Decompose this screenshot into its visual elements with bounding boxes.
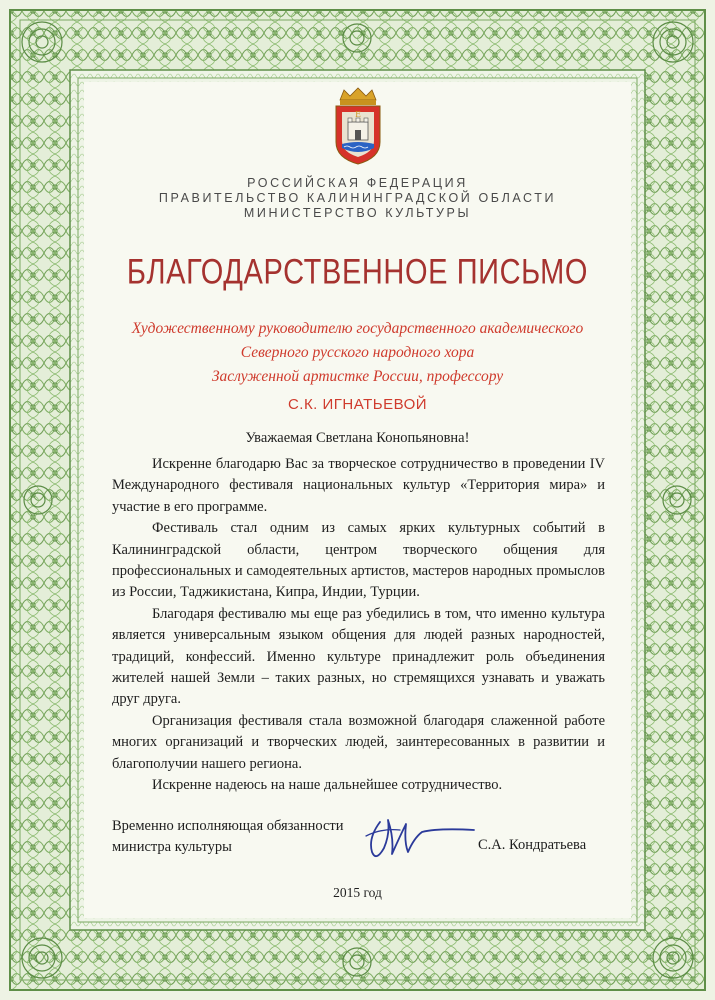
header-ministry: МИНИСТЕРСТВО КУЛЬТУРЫ	[243, 206, 472, 220]
signatory-position	[112, 816, 372, 859]
header-country: РОССИЙСКАЯ ФЕДЕРАЦИЯ	[247, 176, 468, 190]
addressee-line: Художественному руководителю государственного академического	[131, 320, 584, 337]
letter-title: БЛАГОДАРСТВЕННОЕ ПИСЬМО	[126, 253, 589, 293]
header-government: ПРАВИТЕЛЬСТВО КАЛИНИНГРАДСКОЙ ОБЛАСТИ	[158, 191, 557, 205]
recipient-name: С.К. ИГНАТЬЕВОЙ	[287, 396, 428, 413]
body-paragraph: Благодаря фестивалю мы еще раз убедились в том, что именно культура является универсальным языком общения для людей разных народностей, традиций, конфессий. Именно культуре принадлежит роль объединения жителей нашей Земли – таких разных, но стремящихся узнавать и уважать друг друга.	[112, 605, 605, 708]
letter-body	[112, 454, 605, 797]
handwritten-signature	[348, 808, 478, 868]
body-paragraph: Организация фестиваля стала возможной благодаря слаженной работе многих организаций и творческих людей, заинтересованных в развитии и благополучии нашего региона.	[112, 712, 605, 772]
greeting: Уважаемая Светлана Конопьяновна!	[245, 430, 470, 446]
body-paragraph: Искренне благодарю Вас за творческое сотрудничество в проведении IV Международного фестиваля национальных культур «Территория мира» и участие в его программе.	[112, 456, 605, 515]
svg-text:Е: Е	[355, 110, 361, 119]
signatory-position-line: Временно исполняющая обязанности	[112, 818, 344, 834]
addressee-line: Северного русского народного хора	[240, 344, 475, 361]
body-paragraph: Искренне надеюсь на наше дальнейшее сотрудничество.	[152, 777, 503, 794]
letter-year: 2015 год	[333, 885, 382, 900]
signatory-position-line: министра культуры	[112, 839, 232, 856]
kaliningrad-coat-of-arms-icon	[330, 86, 386, 166]
signatory-name: С.А. Кондратьева	[478, 837, 587, 853]
addressee-line: Заслуженной артистке России, профессору	[211, 368, 504, 385]
body-paragraph: Фестиваль стал одним из самых ярких культурных событий в Калининградской области, центром творческого общения для профессиональных и самодеятельных артистов, мастеров народных промыслов из России, Таджикистана, Кипра, Индии, Турции.	[112, 520, 605, 601]
